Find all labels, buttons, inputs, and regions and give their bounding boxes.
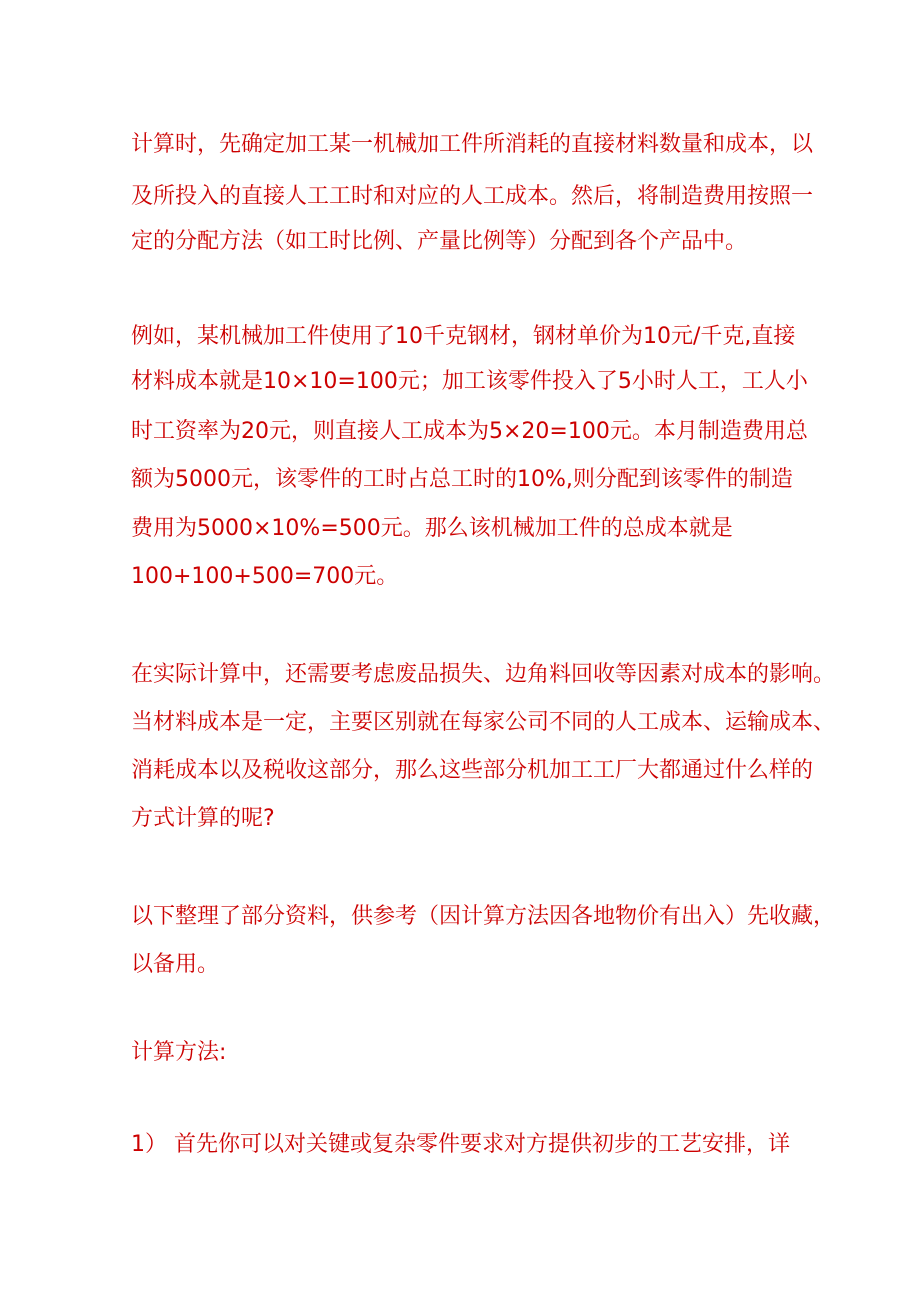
text-line: 例如，某机械加工件使用了10千克钢材，钢材单价为10元/千克,直接 [131,324,796,349]
text-line: 以下整理了部分资料，供参考（因计算方法因各地物价有出入）先收藏， [131,904,836,929]
text-line: 在实际计算中，还需要考虑废品损失、边角料回收等因素对成本的影响。 [131,662,836,687]
text-line: 时工资率为20元，则直接人工成本为5×20=100元。本月制造费用总 [131,419,808,444]
text-line: 以备用。 [131,952,220,977]
text-line: 当材料成本是一定，主要区别就在每家公司不同的人工成本、运输成本、 [131,710,836,735]
text-line: 材料成本就是10×10=100元；加工该零件投入了5小时人工，工人小 [131,369,808,394]
text-line: 消耗成本以及税收这部分，那么这些部分机加工工厂大都通过什么样的 [131,758,814,783]
text-line: 费用为5000×10%=500元。那么该机械加工件的总成本就是 [131,516,733,541]
text-line: 及所投入的直接人工工时和对应的人工成本。然后，将制造费用按照一 [131,184,814,209]
text-line: 计算方法: [131,1040,227,1065]
text-line: 定的分配方法（如工时比例、产量比例等）分配到各个产品中。 [131,229,748,254]
text-line: 计算时，先确定加工某一机械加工件所消耗的直接材料数量和成本，以 [131,132,814,157]
text-line: 100+100+500=700元。 [131,564,399,589]
text-line: 额为5000元，该零件的工时占总工时的10%,则分配到该零件的制造 [131,467,793,492]
text-line: 方式计算的呢? [131,806,275,831]
text-line: 1） 首先你可以对关键或复杂零件要求对方提供初步的工艺安排，详 [131,1132,790,1157]
